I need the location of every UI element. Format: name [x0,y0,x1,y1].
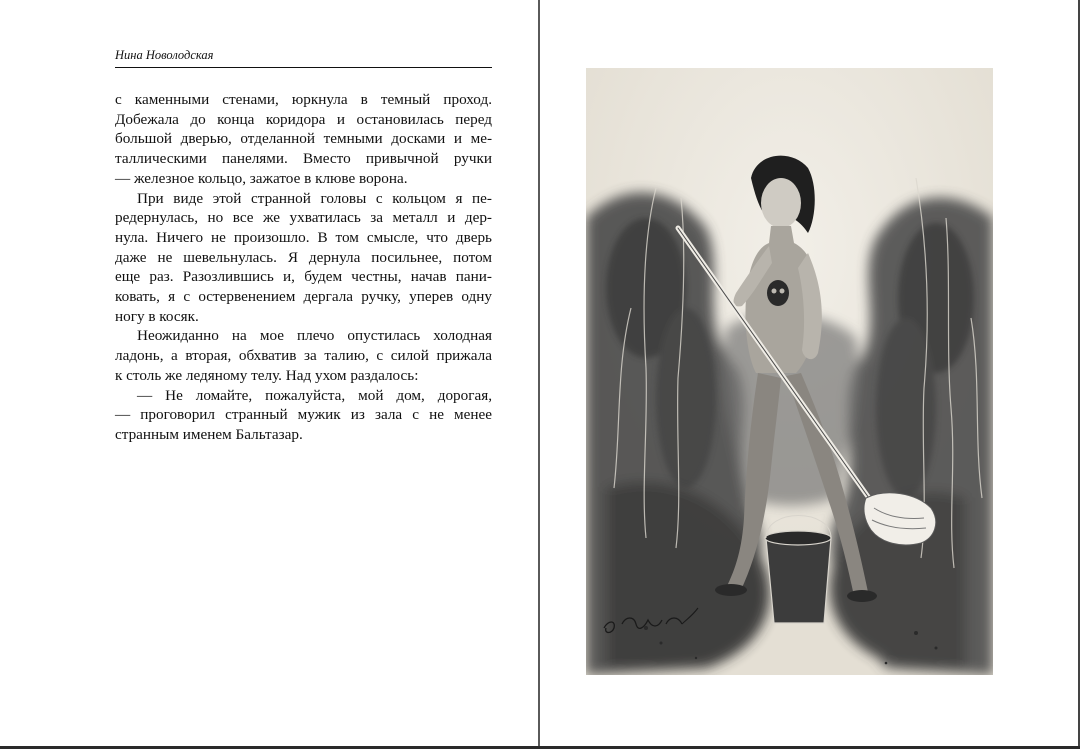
illustration-drawing [586,68,993,675]
text-line: — Не ломайте, пожалуйста, мой дом, дорогая, [137,386,492,404]
text-line: странным именем Бальтазар. [115,425,303,443]
ink-illustration [586,68,993,675]
text-line: При виде этой странной головы с кольцом я пе- [137,189,492,207]
text-line: к столь же ледяному телу. Над ухом раздалось: [115,366,419,384]
text-line: редернулась, но все же ухватилась за металл и дер- [115,209,492,227]
body-text [115,90,492,445]
text-line: — проговорил странный мужик из зала с не менее [115,406,492,424]
running-header [115,48,492,68]
text-line: ковать, я с остервенением дергала ручку, уперев одну [115,288,492,306]
text-line: с каменными стенами, юркнула в темный проход. [115,91,492,108]
left-page [0,0,538,746]
text-line: еще раз. Разозлившись и, будем честны, начав пани- [115,268,492,286]
text-line: Добежала до конца коридора и остановилась перед [115,110,492,128]
text-line: ладонь, а вторая, обхватив за талию, с силой прижала [115,347,492,365]
text-line: большой дверью, отделанной темными досками и ме- [115,130,492,148]
text-line: — железное кольцо, зажатое в клюве ворона. [115,169,408,187]
text-line: Неожиданно на мое плечо опустилась холодная [137,327,492,345]
text-line: даже не шевельнулась. Я дернула посильнее, потом [115,248,492,266]
text-line: ногу в косяк. [115,307,199,325]
text-line: нула. Ничего не произошло. В том смысле, что дверь [115,228,492,246]
text-line: таллическими панелями. Вместо привычной ручки [115,150,492,168]
running-header-author: Нина Новолодская [115,48,214,62]
